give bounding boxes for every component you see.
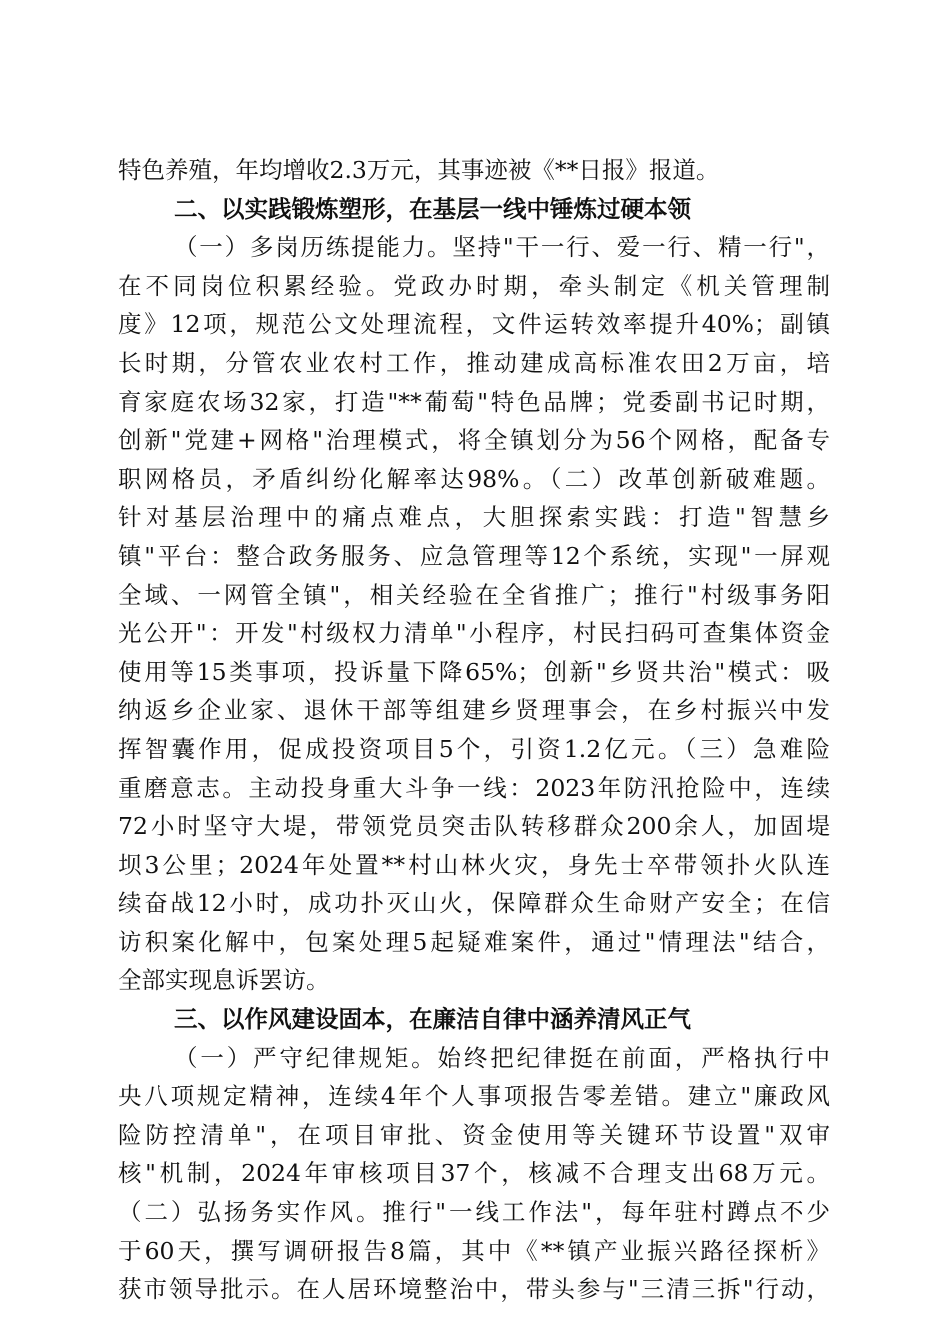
document-page xyxy=(118,151,830,1309)
text-line: （一）严守纪律规矩。始终把纪律挺在前面，严格执行中 xyxy=(174,1043,830,1072)
text-line: （二）弘扬务实作风。推行"一线工作法"，每年驻村蹲点不少 xyxy=(118,1198,830,1227)
text-line: 育家庭农场32家，打造"**葡萄"特色品牌；党委副书记时期， xyxy=(118,387,830,416)
text-line: 针对基层治理中的痛点难点，大胆探索实践：打造"智慧乡 xyxy=(118,503,830,532)
text-line: 坝3公里；2024年处置**村山林火灾，身先士卒带领扑火队连 xyxy=(118,850,830,879)
section-heading: 三、以作风建设固本，在廉洁自律中涵养清风正气 xyxy=(174,1005,691,1034)
text-line: 险防控清单"，在项目审批、资金使用等关键环节设置"双审 xyxy=(118,1120,830,1149)
text-line: 职网格员，矛盾纠纷化解率达98%。（二）改革创新破难题。 xyxy=(118,464,830,493)
text-line: 长时期，分管农业农村工作，推动建成高标准农田2万亩，培 xyxy=(118,348,830,377)
text-line: 重磨意志。主动投身重大斗争一线：2023年防汛抢险中，连续 xyxy=(118,773,830,802)
text-line: 度》12项，规范公文处理流程，文件运转效率提升40%；副镇 xyxy=(118,310,830,339)
text-line: （一）多岗历练提能力。坚持"干一行、爱一行、精一行"， xyxy=(174,233,830,262)
text-line: 特色养殖，年均增收2.3万元，其事迹被《**日报》报道。 xyxy=(118,156,720,184)
text-line: 创新"党建+网格"治理模式，将全镇划分为56个网格，配备专 xyxy=(118,426,830,455)
text-line: 纳返乡企业家、退休干部等组建乡贤理事会，在乡村振兴中发 xyxy=(118,696,830,725)
text-line: 全部实现息诉罢访。 xyxy=(118,966,330,995)
text-line: 全域、一网管全镇"，相关经验在全省推广；推行"村级事务阳 xyxy=(118,580,830,609)
text-line: 续奋战12小时，成功扑灭山火，保障群众生命财产安全；在信 xyxy=(118,889,830,918)
text-line: 核"机制，2024年审核项目37个，核减不合理支出68万元。 xyxy=(118,1159,830,1188)
text-line: 光公开"：开发"村级权力清单"小程序，村民扫码可查集体资金 xyxy=(118,619,830,648)
text-line: 于60天，撰写调研报告8篇，其中《**镇产业振兴路径探析》 xyxy=(118,1236,830,1265)
text-line: 在不同岗位积累经验。党政办时期，牵头制定《机关管理制 xyxy=(118,271,830,300)
text-line: 72小时坚守大堤，带领党员突击队转移群众200余人，加固堤 xyxy=(118,812,830,841)
text-line: 央八项规定精神，连续4年个人事项报告零差错。建立"廉政风 xyxy=(118,1082,830,1111)
text-line: 镇"平台：整合政务服务、应急管理等12个系统，实现"一屏观 xyxy=(118,541,830,570)
text-line: 使用等15类事项，投诉量下降65%；创新"乡贤共治"模式：吸 xyxy=(118,657,830,686)
section-heading: 二、以实践锻炼塑形，在基层一线中锤炼过硬本领 xyxy=(174,194,691,223)
text-line: 挥智囊作用，促成投资项目5个，引资1.2亿元。（三）急难险 xyxy=(118,734,830,763)
text-line: 获市领导批示。在人居环境整治中，带头参与"三清三拆"行动， xyxy=(118,1275,830,1304)
text-line: 访积案化解中，包案处理5起疑难案件，通过"情理法"结合， xyxy=(118,927,830,956)
